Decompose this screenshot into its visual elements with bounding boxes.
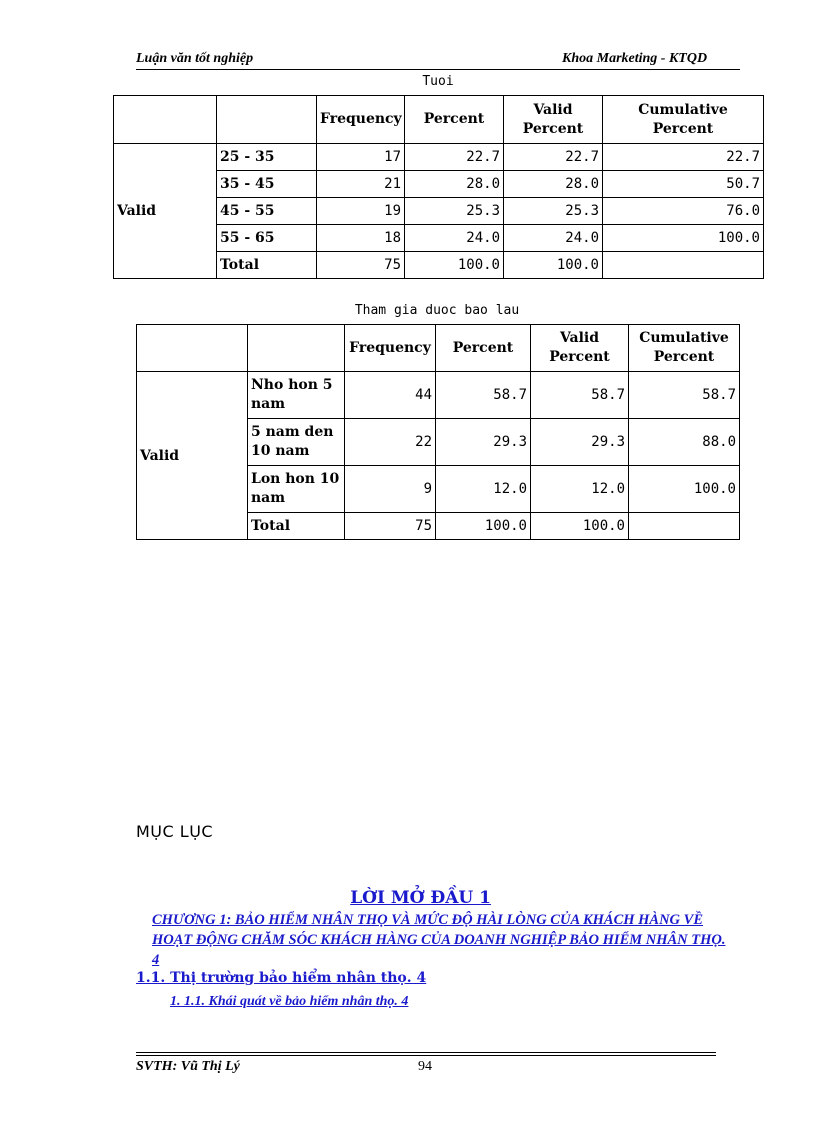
table1-header-row [114,96,764,144]
row-label: Total [217,252,317,279]
table2-frequency-table [136,324,740,540]
table-row [137,372,740,419]
frequency-cell: 75 [317,252,405,279]
table1-header-percent: Percent [405,96,504,144]
toc-entry-1-1-1[interactable] [170,992,408,1012]
table2-header-percent: Percent [436,325,531,372]
toc-entry-chapter1[interactable] [152,910,732,970]
toc-title: MỤC LỤC [136,822,214,841]
frequency-cell: 21 [317,171,405,198]
percent-cell: 100.0 [436,513,531,540]
row-label: Nho hon 5 nam [248,372,345,419]
percent-cell: 24.0 [405,225,504,252]
toc-entry-1-1-link[interactable]: 1.1. Thị trường bảo hiểm nhân thọ. 4 [136,970,427,986]
table1-header-valid-percent: Valid Percent [504,96,603,144]
toc-entry-chapter1-link[interactable]: CHƯƠNG 1: BẢO HIỂM NHÂN THỌ VÀ MỨC ĐỘ HÀI LÒNG CỦA KHÁCH HÀNG VỀ HOẠT ĐỘNG CHĂM SÓC KHÁCH HÀNG CỦA DOANH NGHIỆP BẢO HIỂM NHÂN THỌ. 4 [152,912,726,968]
valid-percent-cell: 58.7 [531,372,629,419]
table2-header-row [137,325,740,372]
footer-divider-bottom [136,1055,716,1056]
header-divider [136,69,740,70]
table1-header-cumulative-percent: Cumulative Percent [603,96,764,144]
percent-cell: 100.0 [405,252,504,279]
toc-entry-1-1-1-link[interactable]: 1. 1.1. Khái quát về bảo hiểm nhân thọ. 4 [170,994,409,1009]
row-label: Total [248,513,345,540]
footer-author: SVTH: Vũ Thị Lý [136,1059,240,1074]
table2-header-blank1 [137,325,248,372]
percent-cell: 28.0 [405,171,504,198]
table2-header-blank2 [248,325,345,372]
cumulative-cell: 58.7 [629,372,740,419]
cumulative-cell: 22.7 [603,144,764,171]
frequency-cell: 44 [345,372,436,419]
row-label: 25 - 35 [217,144,317,171]
frequency-cell: 19 [317,198,405,225]
frequency-cell: 75 [345,513,436,540]
percent-cell: 22.7 [405,144,504,171]
footer-divider-top [136,1052,716,1053]
cumulative-cell: 88.0 [629,419,740,466]
cumulative-cell: 100.0 [603,225,764,252]
frequency-cell: 9 [345,466,436,513]
percent-cell: 25.3 [405,198,504,225]
table1-header-blank2 [217,96,317,144]
header-left-title: Luận văn tốt nghiệp [136,51,254,66]
cumulative-cell [603,252,764,279]
frequency-cell: 17 [317,144,405,171]
percent-cell: 58.7 [436,372,531,419]
valid-percent-cell: 25.3 [504,198,603,225]
valid-percent-cell: 22.7 [504,144,603,171]
page-number: 94 [418,1059,432,1074]
table1-header-frequency: Frequency [317,96,405,144]
row-label: 35 - 45 [217,171,317,198]
table-row [114,144,764,171]
table2-header-frequency: Frequency [345,325,436,372]
table1-caption: Tuoi [422,74,454,89]
frequency-cell: 18 [317,225,405,252]
cumulative-cell: 76.0 [603,198,764,225]
frequency-cell: 22 [345,419,436,466]
valid-percent-cell: 24.0 [504,225,603,252]
table2-header-valid-percent: Valid Percent [531,325,629,372]
percent-cell: 12.0 [436,466,531,513]
valid-percent-cell: 100.0 [504,252,603,279]
table2-caption: Tham gia duoc bao lau [354,303,520,318]
table2-header-cumulative-percent: Cumulative Percent [629,325,740,372]
table1-header-blank1 [114,96,217,144]
cumulative-cell: 50.7 [603,171,764,198]
valid-percent-cell: 28.0 [504,171,603,198]
table1-frequency-table [113,95,764,279]
valid-percent-cell: 100.0 [531,513,629,540]
cumulative-cell: 100.0 [629,466,740,513]
header-right-title: Khoa Marketing - KTQD [562,51,708,66]
cumulative-cell [629,513,740,540]
toc-entry-1-1[interactable] [136,970,426,986]
toc-entry-intro[interactable] [136,888,491,908]
row-label: 55 - 65 [217,225,317,252]
percent-cell: 29.3 [436,419,531,466]
valid-percent-cell: 12.0 [531,466,629,513]
valid-percent-cell: 29.3 [531,419,629,466]
table2-group-label: Valid [137,372,248,540]
toc-entry-intro-link[interactable]: LỜI MỞ ĐẦU 1 [350,888,491,908]
row-label: 45 - 55 [217,198,317,225]
table1-group-label: Valid [114,144,217,279]
row-label: Lon hon 10 nam [248,466,345,513]
row-label: 5 nam den 10 nam [248,419,345,466]
